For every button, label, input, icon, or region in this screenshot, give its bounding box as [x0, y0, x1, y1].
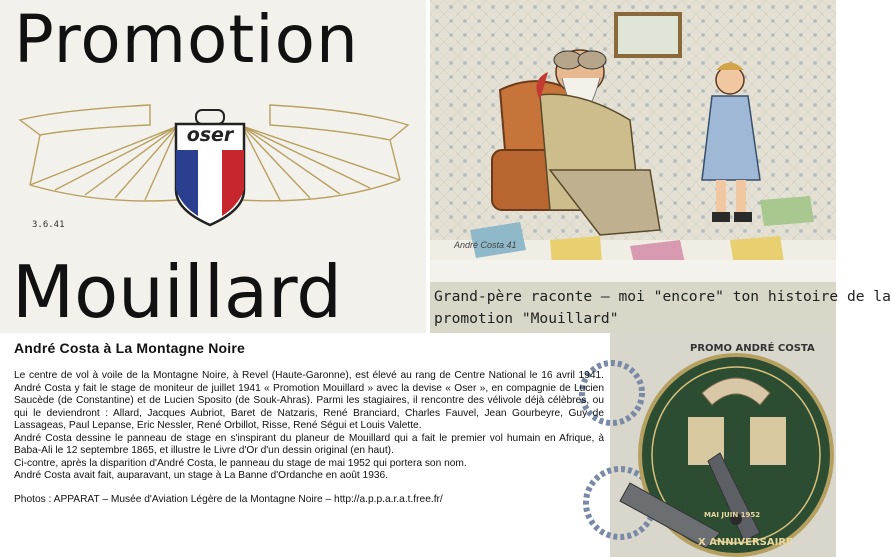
artist-signature: André Costa 41 [454, 240, 517, 250]
plaque-bottom-inscription: X ANNIVERSAIRE [698, 537, 793, 548]
promotion-title: Promotion [14, 1, 359, 78]
article-paragraph-3: Ci-contre, après la disparition d'André Costa, le panneau du stage de mai 1952 qui portera son nom. [14, 457, 467, 469]
drawing-caption-line2: promotion "Mouillard" [434, 310, 619, 327]
oser-badge: oser [186, 124, 234, 146]
article-paragraph-4: André Costa avait fait, auparavant, un stage à La Banne d'Ordanche en août 1936. [14, 470, 389, 481]
plaque-date-inscription: MAI JUIN 1952 [704, 511, 761, 519]
anniversary-plaque [610, 333, 836, 557]
drawing-date: 3.6.41 [32, 220, 65, 230]
grandpere-drawing-photo [430, 0, 891, 333]
article-paragraph-2: André Costa dessine le panneau de stage en s'inspirant du planeur de Mouillard qui a fait le premier vol humain en Afrique, à Baba-Ali le 12 septembre 1865, et illustre le Livre d'Or d'un dessin original (en haut). [14, 432, 604, 456]
photo-credit: Photos : APPARAT – Musée d'Aviation Légère de la Montagne Noire – http://a.p.p.a.r.a.t.free.fr/ [14, 493, 443, 505]
article-paragraph-1: Le centre de vol à voile de la Montagne Noire, à Revel (Haute-Garonne), est élevé au rang de Centre National le 16 avril 1941. André Costa y fait le stage de moniteur de juillet 1941 « Promotion Mouillard » avec la devise « Oser », en compagnie de Lucien Saucède (de Constantine) et de Lucien Sposito (de Souk-Ahras). Parmi les stagiaires, il rencontre des vélivole déjà célèbres, ou qui le deviendront : Allard, Jacques Aubriot, Baret de Natzaris, René Branciard, Charles Fauvel, Jean Gourbeyre, Guy de Lassageas, Paul Lepanse, Eric Nessler, René Orbillot, Risse, René Ségui et Louis Valette. [14, 370, 604, 431]
promotion-mouillard-photo [0, 0, 426, 333]
article-body [14, 340, 604, 505]
illustration-drawing [430, 0, 836, 333]
drawing-caption-line1: Grand-père raconte – moi "encore" ton histoire de la [434, 288, 891, 305]
anniversary-panel-photo [610, 333, 836, 557]
mouillard-title: Mouillard [12, 250, 342, 334]
plaque-top-inscription: PROMO ANDRÉ COSTA [690, 343, 815, 354]
article-title: André Costa à La Montagne Noire [14, 340, 246, 356]
